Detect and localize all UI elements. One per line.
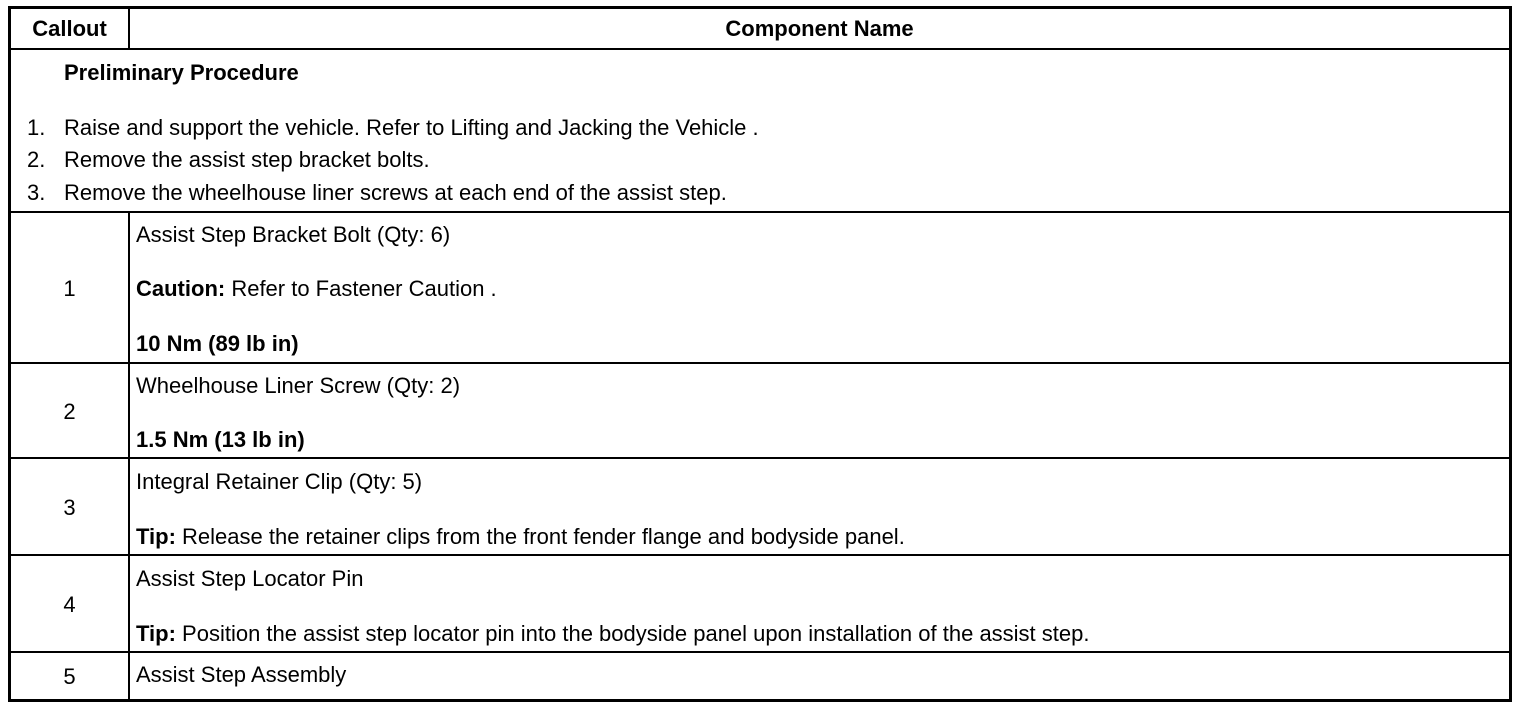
step-text: Remove the wheelhouse liner screws at each end of the assist step.: [64, 180, 727, 205]
note-label: Caution:: [136, 276, 226, 301]
callout-number: 3: [11, 459, 130, 556]
preliminary-procedure-row: [11, 48, 1509, 213]
table-header-row: [11, 9, 1509, 48]
tip-note: [136, 621, 1089, 647]
callout-number: 4: [11, 556, 130, 653]
callout-number: 5: [11, 653, 130, 701]
step-number: 2.: [27, 147, 46, 172]
preliminary-step: [27, 180, 727, 206]
caution-note: [136, 276, 497, 302]
callout-number: 2: [11, 364, 130, 459]
header-component-name: Component Name: [725, 15, 914, 41]
step-text: Raise and support the vehicle. Refer to Lifting and Jacking the Vehicle .: [64, 115, 759, 140]
table-row: [11, 651, 1509, 701]
note-label: Tip:: [136, 621, 176, 646]
step-text: Remove the assist step bracket bolts.: [64, 147, 430, 172]
component-name: Integral Retainer Clip (Qty: 5): [136, 469, 423, 494]
table-row: [11, 211, 1509, 364]
table-row: [11, 457, 1509, 556]
preliminary-step: [27, 147, 430, 173]
callout-number: 1: [11, 213, 130, 364]
component-cell: [130, 459, 1509, 556]
component-table: [8, 6, 1512, 702]
note-text: Position the assist step locator pin into the bodyside panel upon installation of the assist step.: [175, 621, 1090, 646]
component-name: Assist Step Locator Pin: [136, 566, 364, 591]
note-label: Tip:: [136, 524, 176, 549]
component-name: Wheelhouse Liner Screw (Qty: 2): [136, 373, 461, 398]
preliminary-title: Preliminary Procedure: [64, 60, 299, 85]
torque-spec: 1.5 Nm (13 lb in): [136, 427, 305, 452]
component-name: Assist Step Bracket Bolt (Qty: 6): [136, 222, 451, 247]
preliminary-step: [27, 115, 759, 141]
component-cell: [130, 556, 1509, 653]
note-text: Refer to Fastener Caution .: [225, 276, 497, 301]
table-row: [11, 554, 1509, 653]
component-cell: [130, 653, 1509, 701]
component-cell: [130, 364, 1509, 459]
table-row: [11, 362, 1509, 459]
tip-note: [136, 524, 905, 550]
torque-spec: 10 Nm (89 lb in): [136, 331, 299, 356]
header-callout: Callout: [11, 9, 130, 48]
component-name: Assist Step Assembly: [136, 662, 347, 687]
note-text: Release the retainer clips from the front fender flange and bodyside panel.: [175, 524, 905, 549]
step-number: 3.: [27, 180, 46, 205]
step-number: 1.: [27, 115, 46, 140]
component-cell: [130, 213, 1509, 364]
